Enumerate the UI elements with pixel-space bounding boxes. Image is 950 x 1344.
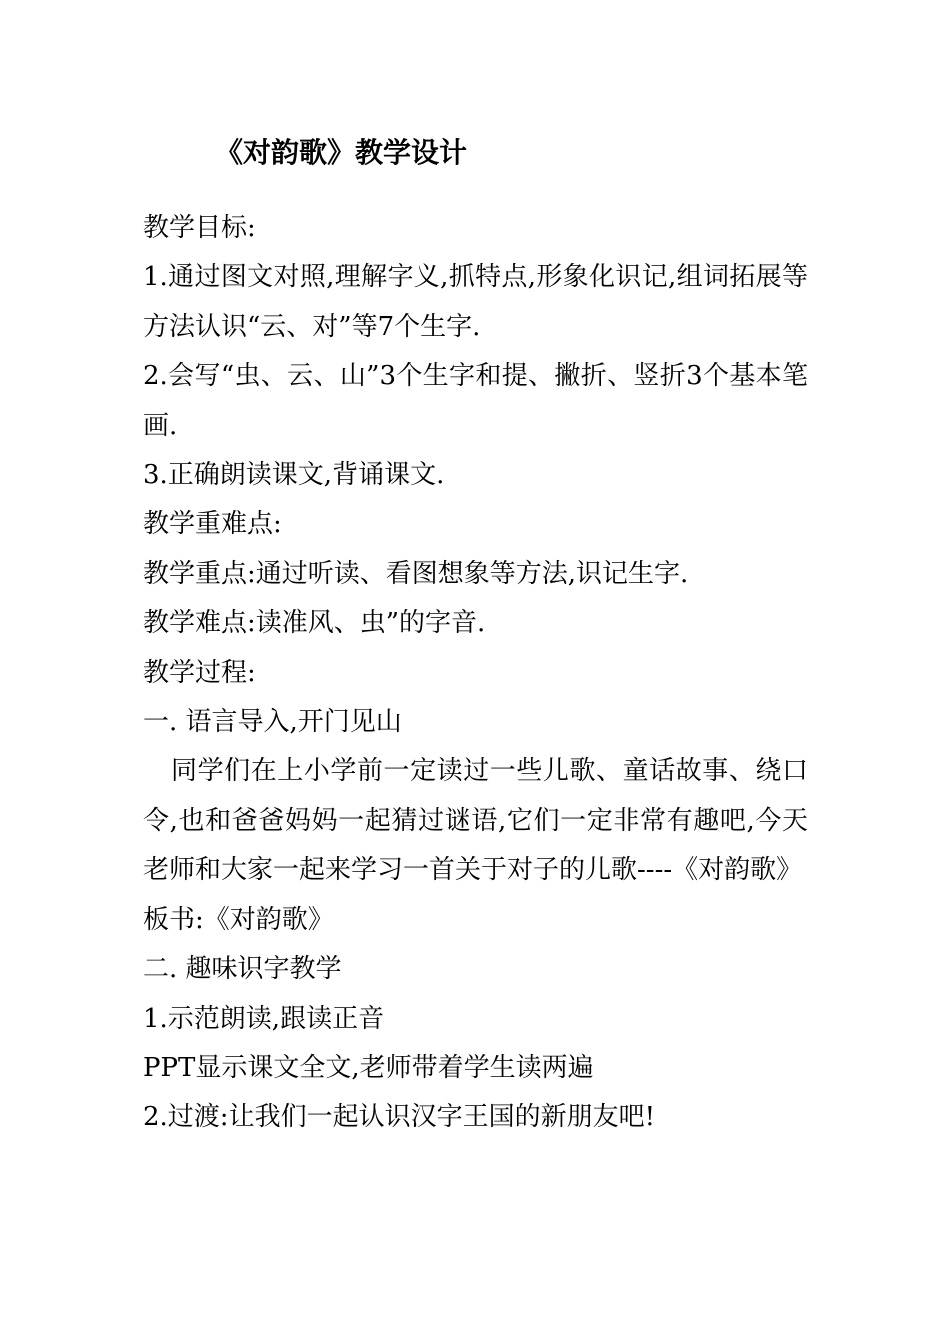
- document-title: 《对韵歌》教学设计: [215, 136, 468, 169]
- objective-item-1: 1.通过图文对照,理解字义,抓特点,形象化识记,组词拓展等方法认识“云、对”等7个生字.: [143, 262, 808, 342]
- process-step-2-ppt-note: PPT显示课文全文,老师带着学生读两遍: [143, 1052, 594, 1083]
- process-step-1-text: 同学们在上小学前一定读过一些儿歌、童话故事、绕口令,也和爸爸妈妈一起猜过谜语,它们一定非常有趣吧,今天老师和大家一起来学习一首关于对子的儿歌----《对韵歌》: [143, 756, 808, 886]
- process-step-1-heading: 一. 语言导入,开门见山: [143, 707, 402, 738]
- difficult-point: 教学难点:读准风、虫”的字音.: [143, 608, 486, 639]
- objective-item-2: 2.会写“虫、云、山”3个生字和提、撇折、竖折3个基本笔画.: [143, 361, 808, 441]
- process-step-2-item-2: 2.过渡:让我们一起认识汉字王国的新朋友吧!: [143, 1102, 656, 1133]
- section-heading-key-points: 教学重难点:: [143, 509, 282, 540]
- process-step-2-item-1: 1.示范朗读,跟读正音: [143, 1003, 385, 1034]
- key-point: 教学重点:通过听读、看图想象等方法,识记生字.: [143, 558, 689, 589]
- section-heading-objectives: 教学目标:: [143, 213, 256, 243]
- document-body: [143, 204, 808, 1143]
- section-heading-process: 教学过程:: [143, 657, 256, 688]
- objective-item-3: 3.正确朗读课文,背诵课文.: [143, 460, 445, 491]
- process-step-2-heading: 二. 趣味识字教学: [143, 954, 342, 985]
- blackboard-note: 板书:《对韵歌》: [143, 904, 334, 935]
